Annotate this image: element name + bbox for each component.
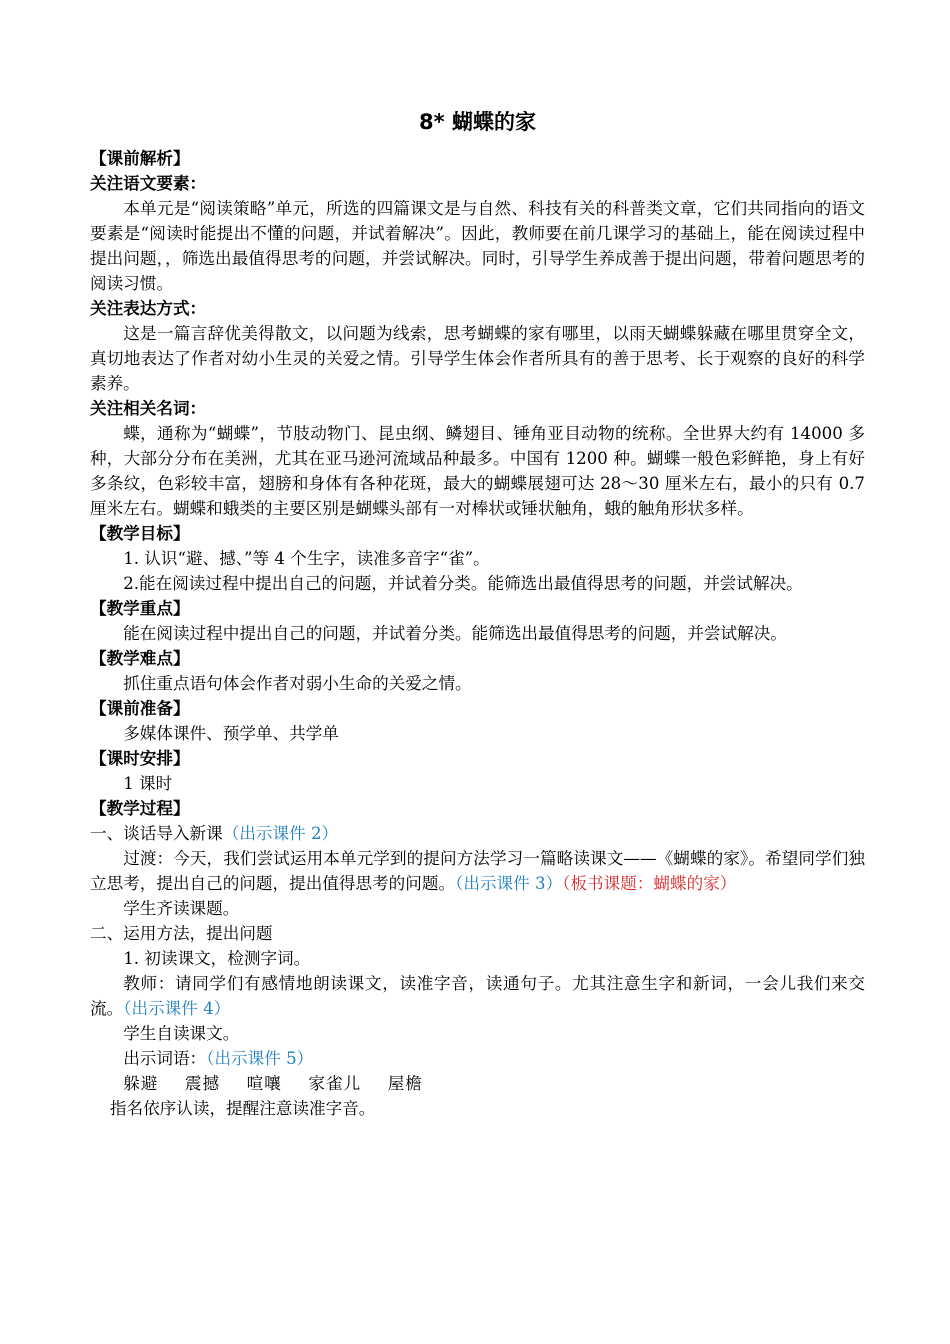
paragraph-show-words [90, 1046, 865, 1071]
label-language-element: 关注语文要素： [90, 174, 207, 193]
paragraph-terms: 蝶，通称为“蝴蝶”，节肢动物门、昆虫纲、鳞翅目、锤角亚目动物的统称。全世界大约有 14000 多种，大部分分布在美洲，尤其在亚马逊河流域品种最多。中国有 1200 种。蝴蝶一般色彩鲜艳，身上有好多条纹，色彩较丰富，翅膀和身体有各种花斑，最大的蝴蝶展翅可达 28～30 厘米左右，最小的只有 0.7 厘米左右。蝴蝶和蛾类的主要区别是蝴蝶头部有一对棒状或锤状触角，蛾的触角形状多样。 [90, 424, 865, 518]
step-1 [90, 821, 865, 846]
heading-analysis: 【课前解析】 [90, 149, 190, 168]
heading-difficulty: 【教学难点】 [90, 649, 190, 668]
courseware-cue-2: （出示课件 2） [222, 824, 339, 843]
paragraph-teacher [90, 971, 865, 1021]
paragraph-difficulty: 抓住重点语句体会作者对弱小生命的关爱之情。 [123, 674, 472, 693]
sub-step-1: 1. 初读课文，检测字词。 [123, 949, 311, 968]
heading-process: 【教学过程】 [90, 799, 190, 818]
heading-goals: 【教学目标】 [90, 524, 190, 543]
courseware-cue-3: （出示课件 3） [455, 874, 563, 893]
word-item: 躲避 [123, 1074, 159, 1093]
document-title: 8* 蝴蝶的家 [419, 110, 536, 134]
word-item: 家雀儿 [308, 1074, 362, 1093]
step-1-label: 一、谈话导入新课 [90, 824, 223, 843]
paragraph-prep: 多媒体课件、预学单、共学单 [123, 724, 339, 743]
board-title-note: （板书课题：蝴蝶的家） [562, 874, 737, 893]
heading-focus: 【教学重点】 [90, 599, 190, 618]
paragraph-schedule: 1 课时 [123, 774, 173, 793]
paragraph-self-read: 学生自读课文。 [123, 1024, 240, 1043]
word-list [90, 1071, 865, 1096]
paragraph-expression: 这是一篇言辞优美得散文，以问题为线索，思考蝴蝶的家有哪里，以雨天蝴蝶躲藏在哪里贯穿全文，真切地表达了作者对幼小生灵的关爱之情。引导学生体会作者所具有的善于思考、长于观察的良好的科学素养。 [90, 324, 865, 393]
courseware-cue-4: （出示课件 4） [123, 999, 231, 1018]
paragraph-roll-call: 指名依序认读，提醒注意读准字音。 [109, 1099, 376, 1118]
paragraph-students-read-title: 学生齐读课题。 [123, 899, 240, 918]
paragraph-focus: 能在阅读过程中提出自己的问题，并试着分类。能筛选出最值得思考的问题，并尝试解决。 [123, 624, 787, 643]
goal-item-2: 2.能在阅读过程中提出自己的问题，并试着分类。能筛选出最值得思考的问题，并尝试解决。 [123, 574, 803, 593]
document-body [90, 146, 865, 1121]
step-2: 二、运用方法，提出问题 [90, 924, 273, 943]
word-item: 屋檐 [387, 1074, 423, 1093]
goal-item-1: 1. 认识“避、撼、”等 4 个生字，读准多音字“雀”。 [123, 549, 490, 568]
paragraph-transition [90, 846, 865, 896]
word-item: 震撼 [184, 1074, 221, 1093]
paragraph-language-element: 本单元是“阅读策略”单元，所选的四篇课文是与自然、科技有关的科普类文章，它们共同指向的语文要素是“阅读时能提出不懂的问题，并试着解决”。因此，教师要在前几课学习的基础上，能在阅读过程中提出问题，，筛选出最值得思考的问题，并尝试解决。同时，引导学生养成善于提出问题，带着问题思考的阅读习惯。 [90, 199, 865, 293]
heading-prep: 【课前准备】 [90, 699, 190, 718]
label-terms: 关注相关名词： [90, 399, 207, 418]
teacher-text: 教师：请同学们有感情地朗读课文，读准字音，读通句子。尤其注意生字和新词，一会儿我们来交流。 [90, 974, 865, 1018]
label-expression: 关注表达方式： [90, 299, 207, 318]
word-item: 喧嚷 [246, 1074, 282, 1093]
heading-schedule: 【课时安排】 [90, 749, 190, 768]
transition-text: 过渡：今天，我们尝试运用本单元学到的提问方法学习一篇略读课文——《蝴蝶的家》。希望同学们独立思考，提出自己的问题，提出值得思考的问题。 [90, 849, 865, 893]
courseware-cue-5: （出示课件 5） [206, 1049, 314, 1068]
show-words-label: 出示词语： [123, 1049, 207, 1068]
